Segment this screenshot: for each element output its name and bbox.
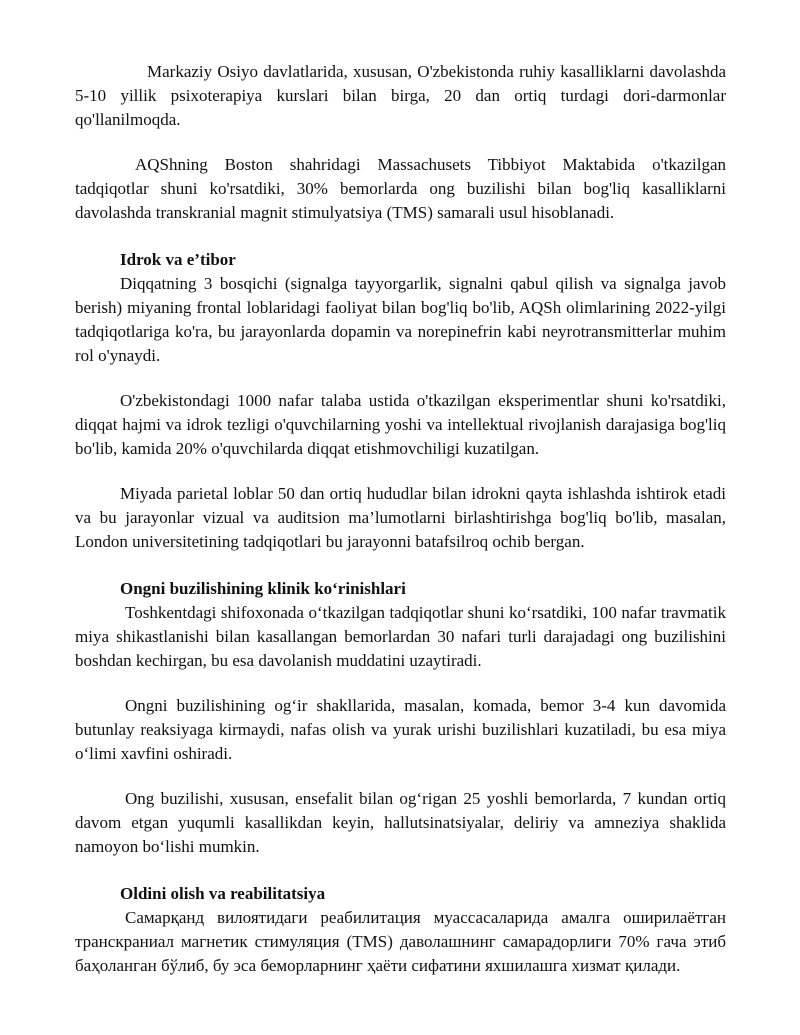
paragraph-parietal-lobes: Miyada parietal loblar 50 dan ortiq hududlar bilan idrokni qayta ishlashda ishtirok etadi va bu jarayonlar vizual va auditsion ma’lumotlarni birlashtirishga bog'liq bo'lib, masalan, London universitetining tadqiqotlari bu jarayonni batafsilroq ochib bergan.	[75, 484, 726, 551]
paragraph-samarkand-tms: Самарқанд вилоятидаги реабилитация муассасаларида амалга оширилаётган транскраниал магнетик стимуляция (TMS) даволашнинг самарадорлиги 70% гача этиб баҳоланган бўлиб, бу эса беморларнинг ҳаёти сифатини яхшилашга хизмат қилади.	[75, 908, 726, 975]
heading-perception-attention: Idrok va e’tibor	[120, 250, 236, 269]
heading-prevention-rehabilitation: Oldini olish va reabilitatsiya	[120, 884, 326, 903]
paragraph-boston-tms-study: AQShning Boston shahridagi Massachusets Tibbiyot Maktabida o'tkazilgan tadqiqotlar shuni ko'rsatdiki, 30% bemorlarda ong buzilishi bilan bog'liq kasalliklarni davolashda transkranial magnit stimulyatsiya (TMS) samarali usul hisoblanadi.	[75, 155, 726, 222]
paragraph-tashkent-study: Toshkentdagi shifoxonada o‘tkazilgan tadqiqotlar shuni ko‘rsatdiki, 100 nafar travmatik miya shikastlanishi bilan kasallangan bemorlardan 30 nafari turli darajadagi ong buzilishini boshdan kechirgan, bu esa davolanish muddatini uzaytiradi.	[75, 603, 726, 670]
paragraph-central-asia-treatment: Markaziy Osiyo davlatlarida, xususan, O'zbekistonda ruhiy kasalliklarni davolashda 5-10 yillik psixoterapiya kurslari bilan birga, 20 dan ortiq turdagi dori-darmonlar qo'llanilmoqda.	[75, 62, 726, 129]
paragraph-encephalitis: Ong buzilishi, xususan, ensefalit bilan og‘rigan 25 yoshli bemorlarda, 7 kundan ortiq davom etgan yuqumli kasallikdan keyin, hallutsinatsiyalar, deliriy va amneziya shaklida namoyon bo‘lishi mumkin.	[75, 789, 726, 856]
heading-clinical-signs: Ongni buzilishining klinik ko‘rinishlari	[120, 579, 406, 598]
paragraph-coma: Ongni buzilishining og‘ir shakllarida, masalan, komada, bemor 3-4 kun davomida butunlay reaksiyaga kirmaydi, nafas olish va yurak urishi buzilishlari kuzatiladi, bu esa miya o‘limi xavfini oshiradi.	[75, 696, 726, 763]
document-page	[75, 60, 726, 978]
paragraph-attention-stages: Diqqatning 3 bosqichi (signalga tayyorgarlik, signalni qabul qilish va signalga javob berish) miyaning frontal loblaridagi faoliyat bilan bog'liq bo'lib, AQSh olimlarining 2022-yilgi tadqiqotlariga ko'ra, bu jarayonlarda dopamin va norepinefrin kabi neyrotransmitterlar muhim rol o'ynaydi.	[75, 274, 726, 365]
paragraph-student-experiment: O'zbekistondagi 1000 nafar talaba ustida o'tkazilgan eksperimentlar shuni ko'rsatdiki, diqqat hajmi va idrok tezligi o'quvchilarning yoshi va intellektual rivojlanish darajasiga bog'liq bo'lib, kamida 20% o'quvchilarda diqqat etishmovchiligi kuzatilgan.	[75, 391, 726, 458]
